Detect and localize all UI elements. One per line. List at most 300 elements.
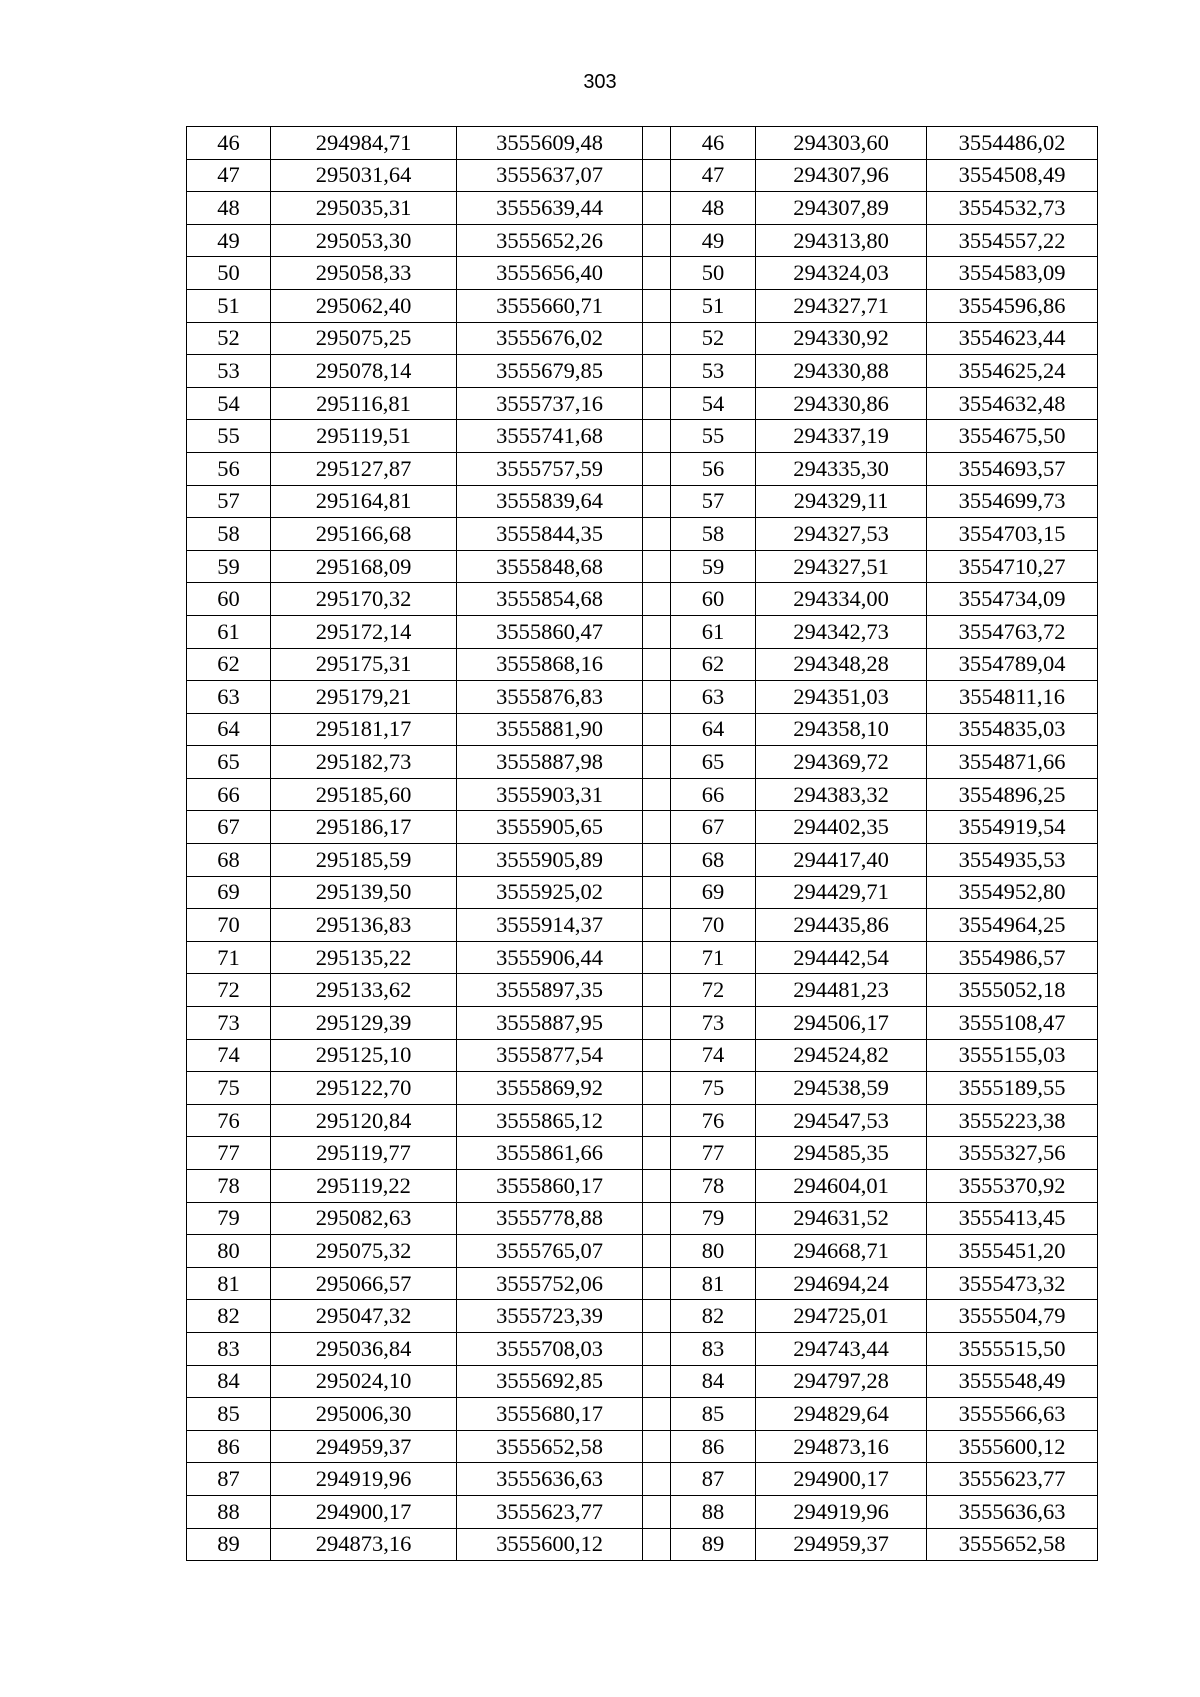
column-separator xyxy=(643,1365,671,1398)
column-separator xyxy=(643,420,671,453)
column-separator xyxy=(643,1267,671,1300)
right-x-coordinate-cell: 294358,10 xyxy=(756,713,927,746)
right-x-coordinate-cell: 294383,32 xyxy=(756,778,927,811)
right-x-coordinate-cell: 294900,17 xyxy=(756,1463,927,1496)
table-row xyxy=(187,322,1098,355)
column-separator xyxy=(643,844,671,877)
column-separator xyxy=(643,778,671,811)
column-separator xyxy=(643,1300,671,1333)
right-x-coordinate-cell: 294327,51 xyxy=(756,550,927,583)
right-x-coordinate-cell: 294959,37 xyxy=(756,1528,927,1561)
right-point-number-cell: 61 xyxy=(671,615,756,648)
column-separator xyxy=(643,1072,671,1105)
left-y-coordinate-cell: 3555639,44 xyxy=(457,192,643,225)
column-separator xyxy=(643,1235,671,1268)
right-x-coordinate-cell: 294342,73 xyxy=(756,615,927,648)
left-point-number-cell: 51 xyxy=(187,289,271,322)
table-row xyxy=(187,1104,1098,1137)
right-point-number-cell: 84 xyxy=(671,1365,756,1398)
right-x-coordinate-cell: 294435,86 xyxy=(756,909,927,942)
right-x-coordinate-cell: 294334,00 xyxy=(756,583,927,616)
right-y-coordinate-cell: 3554789,04 xyxy=(927,648,1098,681)
table-row xyxy=(187,452,1098,485)
left-point-number-cell: 64 xyxy=(187,713,271,746)
right-y-coordinate-cell: 3555548,49 xyxy=(927,1365,1098,1398)
column-separator xyxy=(643,452,671,485)
left-x-coordinate-cell: 294873,16 xyxy=(271,1528,457,1561)
left-x-coordinate-cell: 295129,39 xyxy=(271,1007,457,1040)
column-separator xyxy=(643,289,671,322)
right-x-coordinate-cell: 294743,44 xyxy=(756,1332,927,1365)
right-point-number-cell: 59 xyxy=(671,550,756,583)
table-row xyxy=(187,1039,1098,1072)
right-x-coordinate-cell: 294668,71 xyxy=(756,1235,927,1268)
right-y-coordinate-cell: 3555623,77 xyxy=(927,1463,1098,1496)
right-point-number-cell: 54 xyxy=(671,387,756,420)
left-x-coordinate-cell: 295179,21 xyxy=(271,681,457,714)
left-y-coordinate-cell: 3555765,07 xyxy=(457,1235,643,1268)
left-y-coordinate-cell: 3555757,59 xyxy=(457,452,643,485)
left-y-coordinate-cell: 3555860,47 xyxy=(457,615,643,648)
right-point-number-cell: 46 xyxy=(671,127,756,160)
right-point-number-cell: 63 xyxy=(671,681,756,714)
left-x-coordinate-cell: 295185,60 xyxy=(271,778,457,811)
left-point-number-cell: 86 xyxy=(187,1430,271,1463)
left-y-coordinate-cell: 3555860,17 xyxy=(457,1170,643,1203)
table-row xyxy=(187,1398,1098,1431)
left-point-number-cell: 72 xyxy=(187,974,271,1007)
left-y-coordinate-cell: 3555854,68 xyxy=(457,583,643,616)
right-point-number-cell: 85 xyxy=(671,1398,756,1431)
right-x-coordinate-cell: 294873,16 xyxy=(756,1430,927,1463)
left-x-coordinate-cell: 295058,33 xyxy=(271,257,457,290)
left-x-coordinate-cell: 295168,09 xyxy=(271,550,457,583)
right-x-coordinate-cell: 294429,71 xyxy=(756,876,927,909)
left-x-coordinate-cell: 295066,57 xyxy=(271,1267,457,1300)
right-point-number-cell: 65 xyxy=(671,746,756,779)
left-y-coordinate-cell: 3555723,39 xyxy=(457,1300,643,1333)
left-point-number-cell: 88 xyxy=(187,1495,271,1528)
left-y-coordinate-cell: 3555914,37 xyxy=(457,909,643,942)
left-x-coordinate-cell: 295182,73 xyxy=(271,746,457,779)
column-separator xyxy=(643,1039,671,1072)
left-y-coordinate-cell: 3555636,63 xyxy=(457,1463,643,1496)
left-point-number-cell: 52 xyxy=(187,322,271,355)
left-point-number-cell: 89 xyxy=(187,1528,271,1561)
left-point-number-cell: 83 xyxy=(187,1332,271,1365)
left-y-coordinate-cell: 3555752,06 xyxy=(457,1267,643,1300)
left-x-coordinate-cell: 295119,51 xyxy=(271,420,457,453)
right-y-coordinate-cell: 3554871,66 xyxy=(927,746,1098,779)
right-point-number-cell: 88 xyxy=(671,1495,756,1528)
column-separator xyxy=(643,583,671,616)
right-x-coordinate-cell: 294307,96 xyxy=(756,159,927,192)
column-separator xyxy=(643,1398,671,1431)
table-row xyxy=(187,681,1098,714)
right-x-coordinate-cell: 294442,54 xyxy=(756,941,927,974)
right-point-number-cell: 71 xyxy=(671,941,756,974)
column-separator xyxy=(643,1170,671,1203)
left-point-number-cell: 61 xyxy=(187,615,271,648)
right-y-coordinate-cell: 3554632,48 xyxy=(927,387,1098,420)
right-x-coordinate-cell: 294329,11 xyxy=(756,485,927,518)
column-separator xyxy=(643,192,671,225)
right-point-number-cell: 50 xyxy=(671,257,756,290)
table-row xyxy=(187,1430,1098,1463)
left-point-number-cell: 50 xyxy=(187,257,271,290)
column-separator xyxy=(643,1430,671,1463)
column-separator xyxy=(643,615,671,648)
right-x-coordinate-cell: 294417,40 xyxy=(756,844,927,877)
left-x-coordinate-cell: 295035,31 xyxy=(271,192,457,225)
left-point-number-cell: 66 xyxy=(187,778,271,811)
left-point-number-cell: 63 xyxy=(187,681,271,714)
right-y-coordinate-cell: 3554986,57 xyxy=(927,941,1098,974)
left-point-number-cell: 79 xyxy=(187,1202,271,1235)
table-row xyxy=(187,224,1098,257)
left-y-coordinate-cell: 3555708,03 xyxy=(457,1332,643,1365)
left-y-coordinate-cell: 3555680,17 xyxy=(457,1398,643,1431)
table-row xyxy=(187,387,1098,420)
left-x-coordinate-cell: 295024,10 xyxy=(271,1365,457,1398)
column-separator xyxy=(643,746,671,779)
right-x-coordinate-cell: 294604,01 xyxy=(756,1170,927,1203)
right-point-number-cell: 72 xyxy=(671,974,756,1007)
left-x-coordinate-cell: 295116,81 xyxy=(271,387,457,420)
left-point-number-cell: 70 xyxy=(187,909,271,942)
right-point-number-cell: 57 xyxy=(671,485,756,518)
left-point-number-cell: 46 xyxy=(187,127,271,160)
right-y-coordinate-cell: 3554557,22 xyxy=(927,224,1098,257)
right-y-coordinate-cell: 3554675,50 xyxy=(927,420,1098,453)
right-y-coordinate-cell: 3554964,25 xyxy=(927,909,1098,942)
left-y-coordinate-cell: 3555660,71 xyxy=(457,289,643,322)
left-point-number-cell: 85 xyxy=(187,1398,271,1431)
left-x-coordinate-cell: 295119,22 xyxy=(271,1170,457,1203)
right-y-coordinate-cell: 3555515,50 xyxy=(927,1332,1098,1365)
left-y-coordinate-cell: 3555637,07 xyxy=(457,159,643,192)
right-y-coordinate-cell: 3554508,49 xyxy=(927,159,1098,192)
right-point-number-cell: 77 xyxy=(671,1137,756,1170)
table-row xyxy=(187,1267,1098,1300)
table-row xyxy=(187,1300,1098,1333)
right-x-coordinate-cell: 294481,23 xyxy=(756,974,927,1007)
right-x-coordinate-cell: 294585,35 xyxy=(756,1137,927,1170)
left-x-coordinate-cell: 295075,25 xyxy=(271,322,457,355)
left-x-coordinate-cell: 294959,37 xyxy=(271,1430,457,1463)
right-y-coordinate-cell: 3555327,56 xyxy=(927,1137,1098,1170)
right-y-coordinate-cell: 3554835,03 xyxy=(927,713,1098,746)
table-row xyxy=(187,159,1098,192)
left-point-number-cell: 68 xyxy=(187,844,271,877)
left-y-coordinate-cell: 3555905,89 xyxy=(457,844,643,877)
left-x-coordinate-cell: 294900,17 xyxy=(271,1495,457,1528)
left-x-coordinate-cell: 295166,68 xyxy=(271,518,457,551)
right-y-coordinate-cell: 3554952,80 xyxy=(927,876,1098,909)
right-x-coordinate-cell: 294337,19 xyxy=(756,420,927,453)
left-y-coordinate-cell: 3555778,88 xyxy=(457,1202,643,1235)
left-y-coordinate-cell: 3555652,58 xyxy=(457,1430,643,1463)
left-point-number-cell: 77 xyxy=(187,1137,271,1170)
right-x-coordinate-cell: 294538,59 xyxy=(756,1072,927,1105)
right-y-coordinate-cell: 3554919,54 xyxy=(927,811,1098,844)
left-x-coordinate-cell: 295053,30 xyxy=(271,224,457,257)
right-y-coordinate-cell: 3555223,38 xyxy=(927,1104,1098,1137)
left-point-number-cell: 48 xyxy=(187,192,271,225)
left-y-coordinate-cell: 3555737,16 xyxy=(457,387,643,420)
left-point-number-cell: 65 xyxy=(187,746,271,779)
right-point-number-cell: 56 xyxy=(671,452,756,485)
right-x-coordinate-cell: 294797,28 xyxy=(756,1365,927,1398)
left-point-number-cell: 69 xyxy=(187,876,271,909)
right-y-coordinate-cell: 3554596,86 xyxy=(927,289,1098,322)
column-separator xyxy=(643,518,671,551)
right-x-coordinate-cell: 294303,60 xyxy=(756,127,927,160)
right-x-coordinate-cell: 294330,92 xyxy=(756,322,927,355)
column-separator xyxy=(643,1495,671,1528)
right-y-coordinate-cell: 3554710,27 xyxy=(927,550,1098,583)
table-row xyxy=(187,583,1098,616)
left-x-coordinate-cell: 295006,30 xyxy=(271,1398,457,1431)
column-separator xyxy=(643,485,671,518)
table-row xyxy=(187,941,1098,974)
column-separator xyxy=(643,1137,671,1170)
right-x-coordinate-cell: 294631,52 xyxy=(756,1202,927,1235)
table-row xyxy=(187,1072,1098,1105)
left-x-coordinate-cell: 295139,50 xyxy=(271,876,457,909)
left-x-coordinate-cell: 295133,62 xyxy=(271,974,457,1007)
page-number: 303 xyxy=(583,71,617,93)
column-separator xyxy=(643,713,671,746)
left-x-coordinate-cell: 295172,14 xyxy=(271,615,457,648)
right-y-coordinate-cell: 3555189,55 xyxy=(927,1072,1098,1105)
right-y-coordinate-cell: 3555451,20 xyxy=(927,1235,1098,1268)
left-y-coordinate-cell: 3555839,64 xyxy=(457,485,643,518)
left-y-coordinate-cell: 3555656,40 xyxy=(457,257,643,290)
left-x-coordinate-cell: 295082,63 xyxy=(271,1202,457,1235)
left-y-coordinate-cell: 3555925,02 xyxy=(457,876,643,909)
right-point-number-cell: 74 xyxy=(671,1039,756,1072)
column-separator xyxy=(643,1528,671,1561)
right-y-coordinate-cell: 3554532,73 xyxy=(927,192,1098,225)
left-y-coordinate-cell: 3555905,65 xyxy=(457,811,643,844)
right-x-coordinate-cell: 294369,72 xyxy=(756,746,927,779)
table-row xyxy=(187,876,1098,909)
left-x-coordinate-cell: 295136,83 xyxy=(271,909,457,942)
column-separator xyxy=(643,257,671,290)
table-row xyxy=(187,713,1098,746)
column-separator xyxy=(643,974,671,1007)
right-y-coordinate-cell: 3555370,92 xyxy=(927,1170,1098,1203)
table-row xyxy=(187,1235,1098,1268)
right-x-coordinate-cell: 294348,28 xyxy=(756,648,927,681)
left-point-number-cell: 62 xyxy=(187,648,271,681)
right-y-coordinate-cell: 3555108,47 xyxy=(927,1007,1098,1040)
right-x-coordinate-cell: 294829,64 xyxy=(756,1398,927,1431)
right-x-coordinate-cell: 294307,89 xyxy=(756,192,927,225)
left-point-number-cell: 56 xyxy=(187,452,271,485)
right-point-number-cell: 62 xyxy=(671,648,756,681)
right-x-coordinate-cell: 294547,53 xyxy=(756,1104,927,1137)
right-point-number-cell: 51 xyxy=(671,289,756,322)
left-y-coordinate-cell: 3555623,77 xyxy=(457,1495,643,1528)
right-point-number-cell: 79 xyxy=(671,1202,756,1235)
table-row xyxy=(187,127,1098,160)
left-x-coordinate-cell: 295119,77 xyxy=(271,1137,457,1170)
right-point-number-cell: 83 xyxy=(671,1332,756,1365)
right-point-number-cell: 64 xyxy=(671,713,756,746)
right-y-coordinate-cell: 3555566,63 xyxy=(927,1398,1098,1431)
column-separator xyxy=(643,1463,671,1496)
right-point-number-cell: 78 xyxy=(671,1170,756,1203)
right-point-number-cell: 75 xyxy=(671,1072,756,1105)
right-y-coordinate-cell: 3554625,24 xyxy=(927,355,1098,388)
left-point-number-cell: 73 xyxy=(187,1007,271,1040)
left-point-number-cell: 55 xyxy=(187,420,271,453)
right-x-coordinate-cell: 294694,24 xyxy=(756,1267,927,1300)
left-y-coordinate-cell: 3555741,68 xyxy=(457,420,643,453)
right-point-number-cell: 69 xyxy=(671,876,756,909)
right-point-number-cell: 76 xyxy=(671,1104,756,1137)
column-separator xyxy=(643,387,671,420)
left-y-coordinate-cell: 3555679,85 xyxy=(457,355,643,388)
left-point-number-cell: 47 xyxy=(187,159,271,192)
right-x-coordinate-cell: 294725,01 xyxy=(756,1300,927,1333)
left-point-number-cell: 84 xyxy=(187,1365,271,1398)
right-y-coordinate-cell: 3554583,09 xyxy=(927,257,1098,290)
left-y-coordinate-cell: 3555887,98 xyxy=(457,746,643,779)
left-y-coordinate-cell: 3555600,12 xyxy=(457,1528,643,1561)
table-row xyxy=(187,615,1098,648)
right-point-number-cell: 68 xyxy=(671,844,756,877)
left-y-coordinate-cell: 3555868,16 xyxy=(457,648,643,681)
right-y-coordinate-cell: 3555473,32 xyxy=(927,1267,1098,1300)
right-y-coordinate-cell: 3554811,16 xyxy=(927,681,1098,714)
column-separator xyxy=(643,941,671,974)
right-y-coordinate-cell: 3555504,79 xyxy=(927,1300,1098,1333)
right-point-number-cell: 47 xyxy=(671,159,756,192)
left-point-number-cell: 60 xyxy=(187,583,271,616)
column-separator xyxy=(643,127,671,160)
left-x-coordinate-cell: 295078,14 xyxy=(271,355,457,388)
table-row xyxy=(187,355,1098,388)
left-y-coordinate-cell: 3555877,54 xyxy=(457,1039,643,1072)
column-separator xyxy=(643,648,671,681)
right-x-coordinate-cell: 294524,82 xyxy=(756,1039,927,1072)
left-x-coordinate-cell: 295031,64 xyxy=(271,159,457,192)
right-x-coordinate-cell: 294335,30 xyxy=(756,452,927,485)
left-x-coordinate-cell: 295125,10 xyxy=(271,1039,457,1072)
right-y-coordinate-cell: 3555600,12 xyxy=(927,1430,1098,1463)
left-y-coordinate-cell: 3555906,44 xyxy=(457,941,643,974)
column-separator xyxy=(643,355,671,388)
right-y-coordinate-cell: 3555652,58 xyxy=(927,1528,1098,1561)
column-separator xyxy=(643,224,671,257)
column-separator xyxy=(643,876,671,909)
table-row xyxy=(187,811,1098,844)
table-row xyxy=(187,1495,1098,1528)
table-row xyxy=(187,518,1098,551)
left-point-number-cell: 82 xyxy=(187,1300,271,1333)
right-y-coordinate-cell: 3555413,45 xyxy=(927,1202,1098,1235)
left-x-coordinate-cell: 294919,96 xyxy=(271,1463,457,1496)
right-y-coordinate-cell: 3554734,09 xyxy=(927,583,1098,616)
table-row xyxy=(187,420,1098,453)
table-row xyxy=(187,1365,1098,1398)
column-separator xyxy=(643,909,671,942)
left-x-coordinate-cell: 295120,84 xyxy=(271,1104,457,1137)
right-y-coordinate-cell: 3555636,63 xyxy=(927,1495,1098,1528)
column-separator xyxy=(643,550,671,583)
right-x-coordinate-cell: 294919,96 xyxy=(756,1495,927,1528)
left-x-coordinate-cell: 295181,17 xyxy=(271,713,457,746)
column-separator xyxy=(643,159,671,192)
left-x-coordinate-cell: 295170,32 xyxy=(271,583,457,616)
right-x-coordinate-cell: 294402,35 xyxy=(756,811,927,844)
right-point-number-cell: 49 xyxy=(671,224,756,257)
right-y-coordinate-cell: 3554486,02 xyxy=(927,127,1098,160)
right-x-coordinate-cell: 294327,71 xyxy=(756,289,927,322)
left-x-coordinate-cell: 295135,22 xyxy=(271,941,457,974)
column-separator xyxy=(643,322,671,355)
left-x-coordinate-cell: 295122,70 xyxy=(271,1072,457,1105)
right-point-number-cell: 81 xyxy=(671,1267,756,1300)
right-x-coordinate-cell: 294506,17 xyxy=(756,1007,927,1040)
left-point-number-cell: 75 xyxy=(187,1072,271,1105)
left-x-coordinate-cell: 295164,81 xyxy=(271,485,457,518)
right-point-number-cell: 58 xyxy=(671,518,756,551)
right-point-number-cell: 48 xyxy=(671,192,756,225)
left-y-coordinate-cell: 3555676,02 xyxy=(457,322,643,355)
coordinates-table xyxy=(186,126,1098,1561)
right-point-number-cell: 87 xyxy=(671,1463,756,1496)
left-point-number-cell: 76 xyxy=(187,1104,271,1137)
table-row xyxy=(187,192,1098,225)
coordinates-table-body xyxy=(187,127,1098,1561)
left-point-number-cell: 71 xyxy=(187,941,271,974)
left-x-coordinate-cell: 295175,31 xyxy=(271,648,457,681)
left-y-coordinate-cell: 3555887,95 xyxy=(457,1007,643,1040)
right-point-number-cell: 60 xyxy=(671,583,756,616)
table-row xyxy=(187,289,1098,322)
table-row xyxy=(187,844,1098,877)
left-point-number-cell: 74 xyxy=(187,1039,271,1072)
table-row xyxy=(187,909,1098,942)
left-point-number-cell: 67 xyxy=(187,811,271,844)
right-x-coordinate-cell: 294327,53 xyxy=(756,518,927,551)
left-y-coordinate-cell: 3555903,31 xyxy=(457,778,643,811)
right-y-coordinate-cell: 3554703,15 xyxy=(927,518,1098,551)
left-x-coordinate-cell: 295075,32 xyxy=(271,1235,457,1268)
column-separator xyxy=(643,681,671,714)
right-y-coordinate-cell: 3554896,25 xyxy=(927,778,1098,811)
right-x-coordinate-cell: 294330,88 xyxy=(756,355,927,388)
right-y-coordinate-cell: 3554699,73 xyxy=(927,485,1098,518)
left-point-number-cell: 80 xyxy=(187,1235,271,1268)
right-point-number-cell: 55 xyxy=(671,420,756,453)
left-point-number-cell: 49 xyxy=(187,224,271,257)
table-row xyxy=(187,257,1098,290)
right-point-number-cell: 67 xyxy=(671,811,756,844)
right-y-coordinate-cell: 3555155,03 xyxy=(927,1039,1098,1072)
table-row xyxy=(187,1170,1098,1203)
left-y-coordinate-cell: 3555897,35 xyxy=(457,974,643,1007)
left-point-number-cell: 87 xyxy=(187,1463,271,1496)
table-row xyxy=(187,1463,1098,1496)
left-point-number-cell: 59 xyxy=(187,550,271,583)
right-x-coordinate-cell: 294351,03 xyxy=(756,681,927,714)
left-y-coordinate-cell: 3555844,35 xyxy=(457,518,643,551)
